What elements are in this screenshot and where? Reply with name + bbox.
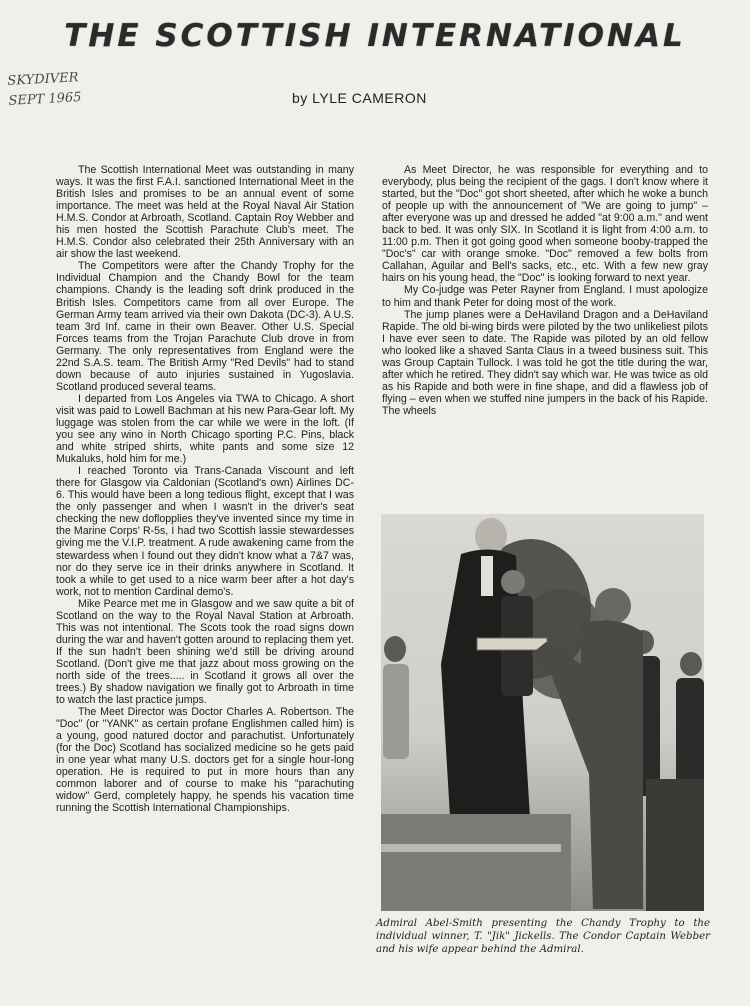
officer-head (680, 652, 702, 676)
paragraph: As Meet Director, he was responsible for everything and to everybody, plus being the recipient of the gags. I don't know where it started, but the "Doc" got short sheeted, after which he woke a bunch of people up with the announcement of "We are going to jump" – after everyone was up and dressed he added "at 9:00 a.m." and went back to bed. It was only SIX. In Scotland it is light from 4:00 a.m. to 11:00 p.m. Then it got going good when someone booby-trapped the "Doc's" car with orange smoke. "Doc" removed a few bolts from Callahan, Aguilar and Bell's sacks, etc., etc. With a few new gray hairs on his young head, the "Doc" is looking forward to next year. (382, 164, 708, 285)
trophy (477, 638, 547, 650)
paragraph: I reached Toronto via Trans-Canada Viscount and left there for Glasgow via Caldonian (Scotland's own) Airlines DC-6. This would have been a long tedious flight, except that I was the only passenger and when I wasn't in the driver's seat checking the new doflopplies they've invented since my time in the Marine Corps' R-5s, I had two Scottish lassie stewardesses giving me the V.I.P. treatment. A rude awakening came from the stewardess when I found out they didn't know what a 7&7 was, nor do they serve ice in their drinks anywhere in Scotland. It took a while to get used to a nice warm beer after a hot day's work, not to mention Cardinal demo's. (56, 465, 354, 598)
handwritten-date: SEPT 1965 (8, 90, 82, 109)
paragraph: I departed from Los Angeles via TWA to Chicago. A short visit was paid to Lowell Bachman at his new Para-Gear loft. My luggage was stolen from the car while we were in the loft. (If you see any wino in North Chicago sporting P.C. Pins, black and white striped shirts, white pants and some size 12 Mukaluks, hold him for me.) (56, 392, 354, 466)
photo-illustration (381, 514, 704, 911)
trophy-presentation-photo (381, 514, 704, 911)
paragraph: The Meet Director was Doctor Charles A. Robertson. The "Doc" (or "YANK" as certain profane Englishmen called him) is a young, good natured doctor and parachutist. Unfortunately (for the Doc) Scotland has socialized medicine so he gets paid in one year what many U.S. doctors get for a single hour-long operation. He is required to put in more hours than any common laborer and of course to make his "parachuting widow" Gerd, completely happy, he spends his vacation time running the Scottish International Championships. (56, 706, 354, 815)
spectator-body (383, 664, 409, 759)
spectator-head (384, 636, 406, 662)
paragraph: My Co-judge was Peter Rayner from England. I must apologize to him and thank Peter for doing most of the work. (382, 284, 708, 309)
handwritten-source: SKYDIVER (7, 70, 79, 89)
admiral-shirt (481, 556, 493, 596)
admiral-head (475, 518, 507, 554)
table (646, 779, 704, 911)
article-title: THE SCOTTISH INTERNATIONAL (64, 18, 686, 54)
winner-head (595, 588, 631, 624)
photo-caption: Admiral Abel-Smith presenting the Chandy Trophy to the individual winner, T. "Jik" Jickells. The Condor Captain Webber and his wife appear behind the Admiral. (376, 918, 710, 955)
paragraph: The Scottish International Meet was outstanding in many ways. It was the first F.A.I. sanctioned International Meet in the British Isles and promises to be an annual event of some importance. The meet was held at the Royal Naval Air Station H.M.S. Condor at Arbroath, Scotland. Captain Roy Webber and his men hosted the Scottish Parachute Club's meet. The H.M.S. Condor also celebrated their 25th Anniversary with an air show the last weekend. (56, 164, 354, 261)
right-column (382, 164, 708, 417)
platform-edge (381, 844, 561, 852)
left-column (56, 164, 354, 815)
paragraph: The Competitors were after the Chandy Trophy for the Individual Champion and the Chandy Bowl for the team champions. Chandy is the leading soft drink produced in the British Isles. Competitors came from all over Europe. The German Army team arrived via their own Dakota (DC-3). A U.S. team 3rd Inf. came in their own Beaver. Other U.S. Special Forces teams from the Trojan Parachute Club drove in from Germany. The only representatives from England were the 22nd S.A.S. team. The British Army "Red Devils" had to stand down because of auto injuries sustained in Yugoslavia. Scotland produced several teams. (56, 260, 354, 393)
paragraph: The jump planes were a DeHaviland Dragon and a DeHaviland Rapide. The old bi-wing birds were piloted by the two unlikeliest pilots I have ever seen to date. The Rapide was piloted by an old fellow who looked like a shaved Santa Claus in a tweed business suit. This was Group Captain Tullock. I was told he got the title during the war, after which he retired. They didn't say which war. He was twice as old as his Rapide and both were in fine shape, and did a flawless job of flying – even when we stuffed nine jumpers in the back of his Rapide. The wheels (382, 308, 708, 417)
handwritten-note (7, 68, 82, 112)
captain-head (501, 570, 525, 594)
byline: by LYLE CAMERON (292, 90, 427, 106)
platform (381, 814, 571, 911)
paragraph: Mike Pearce met me in Glasgow and we saw quite a bit of Scotland on the way to the Royal Naval Station at Arbroath. This was not intentional. The Scots took the road signs down during the war and haven't gotten around to replacing them yet. If the sun hadn't been shining we'd still be driving around Scotland. (Don't give me that jazz about moss growing on the north side of the trees..... in Scotland it grows all over the trees.) By shadow navigation we finally got to Arbroath in time to watch the last practice jumps. (56, 597, 354, 707)
